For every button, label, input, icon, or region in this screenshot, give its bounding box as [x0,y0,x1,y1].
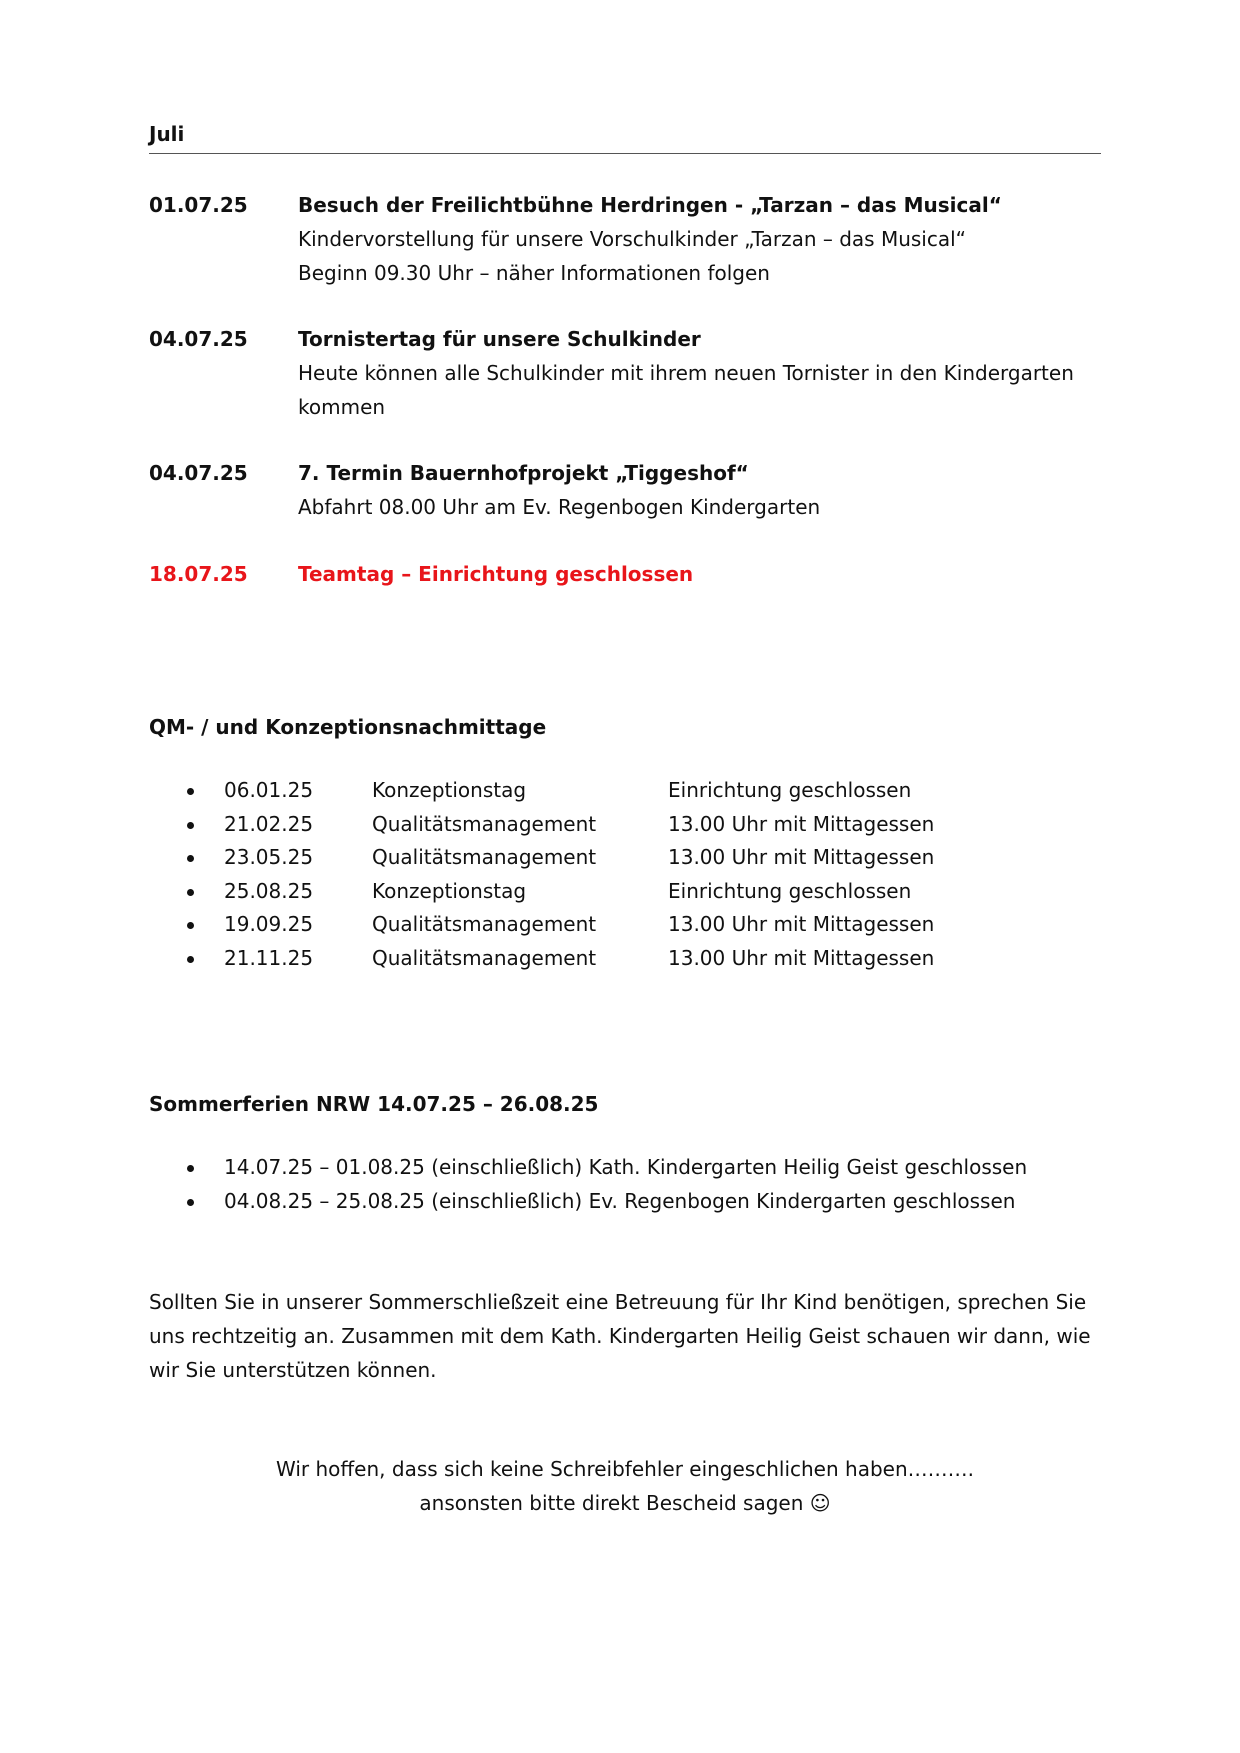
bullet-icon [187,956,194,963]
event-body [298,322,1098,424]
qm-date: 23.05.25 [224,845,314,869]
bullet-icon [187,889,194,896]
event-detail-line: Kindervorstellung für unsere Vorschulkinder „Tarzan – das Musical“ [298,227,967,251]
summer-section-title: Sommerferien NRW 14.07.25 – 26.08.25 [149,1092,599,1116]
qm-date: 25.08.25 [224,879,314,903]
event-detail-line: Heute können alle Schulkinder mit ihrem neuen Tornister in den Kindergarten [298,361,1074,385]
qm-note: 13.00 Uhr mit Mittagessen [668,845,935,869]
event-date: 04.07.25 [149,461,248,485]
bullet-icon [187,922,194,929]
qm-date: 19.09.25 [224,912,314,936]
event-detail-line: Beginn 09.30 Uhr – näher Informationen folgen [298,261,770,285]
qm-type: Qualitätsmanagement [372,912,597,936]
qm-list-item [149,840,1101,874]
event-body [298,188,1098,290]
qm-note: Einrichtung geschlossen [668,778,912,802]
qm-list-item [149,807,1101,841]
qm-list-item [149,773,1101,807]
qm-note: 13.00 Uhr mit Mittagessen [668,946,935,970]
closing-line: ansonsten bitte direkt Bescheid sagen ☺ [419,1491,831,1515]
qm-note: 13.00 Uhr mit Mittagessen [668,812,935,836]
holiday-list-item [149,1184,1101,1218]
closing-line: Wir hoffen, dass sich keine Schreibfehler eingeschlichen haben………. [276,1457,974,1481]
event-date: 04.07.25 [149,327,248,351]
event-detail-line: Abfahrt 08.00 Uhr am Ev. Regenbogen Kindergarten [298,495,821,519]
qm-list-item [149,941,1101,975]
bullet-icon [187,1165,194,1172]
qm-type: Qualitätsmanagement [372,812,597,836]
event-title: 7. Termin Bauernhofprojekt „Tiggeshof“ [298,461,749,485]
qm-list-item [149,907,1101,941]
event-date: 18.07.25 [149,562,248,586]
event-title: Teamtag – Einrichtung geschlossen [298,562,694,586]
event-title: Tornistertag für unsere Schulkinder [298,327,701,351]
qm-note: Einrichtung geschlossen [668,879,912,903]
qm-type: Qualitätsmanagement [372,946,597,970]
qm-type: Qualitätsmanagement [372,845,597,869]
qm-date: 21.02.25 [224,812,314,836]
event-body [298,557,1098,591]
qm-section-title: QM- / und Konzeptionsnachmittage [149,715,547,739]
qm-type: Konzeptionstag [372,879,527,903]
month-divider [149,153,1101,154]
holiday-list-item [149,1150,1101,1184]
qm-date: 06.01.25 [224,778,314,802]
qm-type: Konzeptionstag [372,778,527,802]
bullet-icon [187,855,194,862]
bullet-icon [187,1199,194,1206]
bullet-icon [187,788,194,795]
info-paragraph: Sollten Sie in unserer Sommerschließzeit eine Betreuung für Ihr Kind benötigen, sprechen Sie uns rechtzeitig an. Zusammen mit dem Kath. Kindergarten Heilig Geist schauen wir dann, wie wir Sie unterstützen können. [149,1290,1091,1382]
holiday-text: 14.07.25 – 01.08.25 (einschließlich) Kath. Kindergarten Heilig Geist geschlossen [224,1155,1028,1179]
event-body [298,456,1098,524]
month-title: Juli [149,122,185,146]
event-title: Besuch der Freilichtbühne Herdringen - „Tarzan – das Musical“ [298,193,1002,217]
qm-note: 13.00 Uhr mit Mittagessen [668,912,935,936]
qm-date: 21.11.25 [224,946,314,970]
bullet-icon [187,822,194,829]
event-date: 01.07.25 [149,193,248,217]
qm-list-item [149,874,1101,908]
event-detail-line: kommen [298,395,386,419]
holiday-text: 04.08.25 – 25.08.25 (einschließlich) Ev. Regenbogen Kindergarten geschlossen [224,1189,1016,1213]
